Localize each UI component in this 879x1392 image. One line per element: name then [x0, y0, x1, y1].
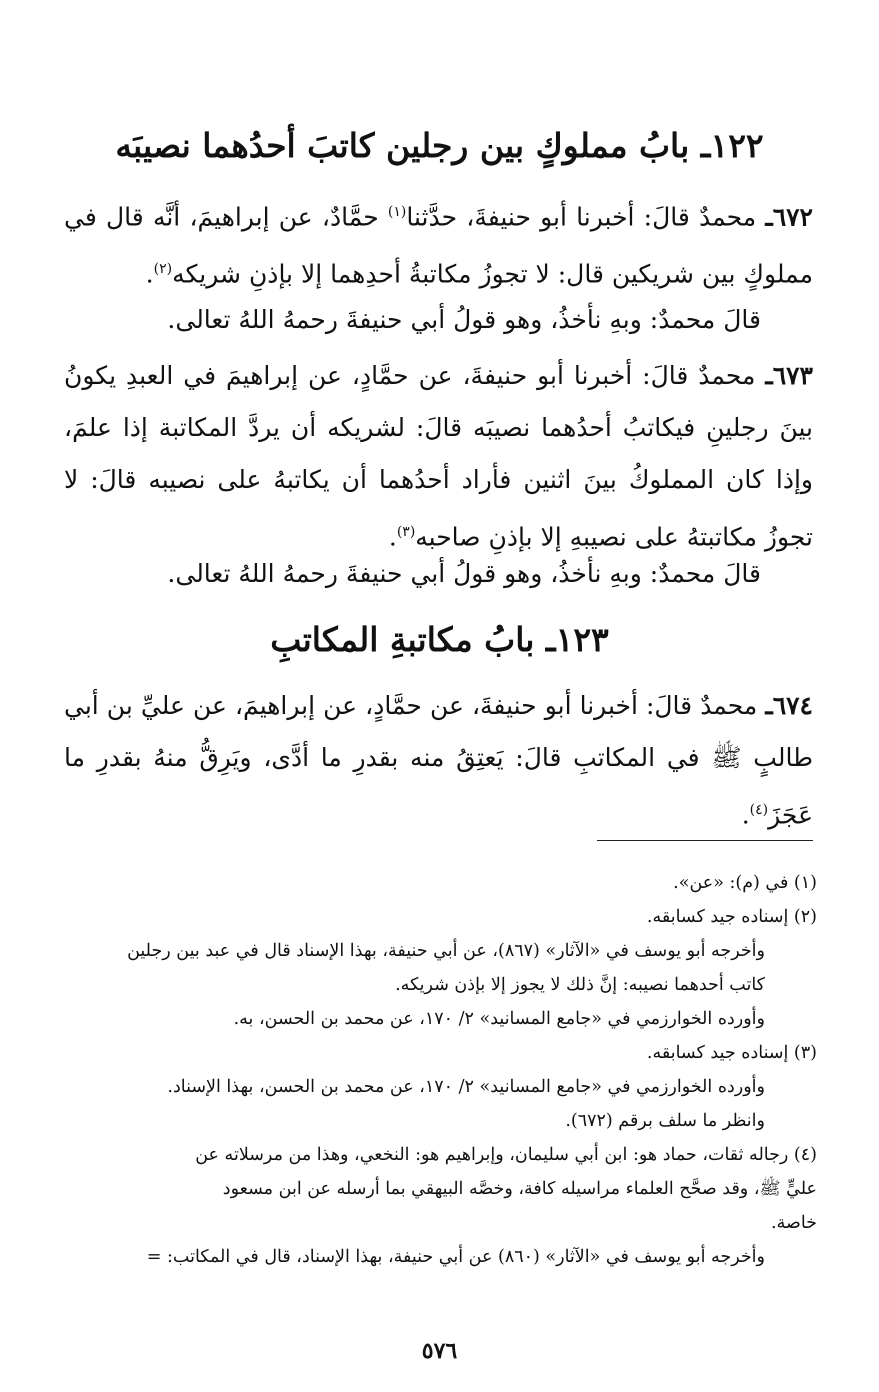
footnote-divider [597, 840, 813, 841]
footnote-marker: (٢) [153, 261, 173, 278]
footnote-line: كاتب أحدهما نصيبه: إنَّ ذلك لا يجوز إلا بإذن شريكه. [395, 975, 765, 995]
chapter-123-heading: ١٢٣ـ بابُ مكاتبةِ المكاتبِ [270, 620, 609, 659]
footnote-marker: (٤) [749, 802, 769, 818]
footnote-4 [64, 1138, 817, 1240]
footnote-3: (٣) إسناده جيد كسابقه. [646, 1043, 817, 1063]
hadith-text: محمدٌ قالَ: أخبرنا أبو حنيفةَ، عن حمَّادٍ، عن إبراهيمَ، عن عليِّ بن أبي طالبٍ ﷺ في المكاتبِ قالَ: يَعتِقُ منه بقدرِ ما أدَّى، ويَرِقُّ منهُ بقدرِ ما عَجَزَ [64, 691, 813, 830]
qawl-muhammad-1: قالَ محمدٌ: وبهِ نأخذُ، وهو قولُ أبي حنيفةَ رحمهُ اللهُ تعالى. [167, 305, 761, 334]
hadith-number: ٦٧٢ـ [765, 202, 813, 232]
page-number: ٥٧٦ [421, 1338, 458, 1364]
footnote-2-source-b: وأورده الخوارزمي في «جامع المسانيد» ٢/ ١٧٠، عن محمد بن الحسن، به. [233, 1009, 765, 1029]
hadith-end: . [145, 259, 154, 289]
footnote-1: (١) في (م): «عن». [673, 873, 817, 893]
chapter-122-heading: ١٢٢ـ بابُ مملوكٍ بين رجلين كاتبَ أحدُهما نصيبَه [115, 126, 764, 165]
hadith-674-paragraph [64, 680, 813, 841]
footnote-3-source-b: وانظر ما سلف برقم (٦٧٢). [565, 1111, 765, 1131]
hadith-673-paragraph [64, 350, 813, 563]
hadith-number: ٦٧٣ـ [765, 361, 813, 390]
footnote-marker: (٣) [396, 524, 416, 540]
footnote-marker: (١) [387, 204, 407, 220]
hadith-end: . [741, 800, 750, 830]
footnote-line: وأخرجه أبو يوسف في «الآثار» (٨٦٧)، عن أبي حنيفة، بهذا الإسناد قال في عبد بين رجلين [127, 941, 765, 961]
hadith-text: محمدٌ قالَ: أخبرنا أبو حنيفةَ، عن حمَّادٍ، عن إبراهيمَ في العبدِ يكونُ بينَ رجلينِ فيكاتبُ أحدُهما نصيبَه قالَ: لشريكه أن يردَّ المكاتبة إذا علمَ، وإذا كان المملوكُ بينَ اثنين فأراد أحدُهما أن يكاتبهُ على نصيبه قالَ: لا تجوزُ مكاتبتهُ على نصيبهِ إلا بإذنِ صاحبه [64, 361, 813, 552]
footnotes-section [64, 866, 817, 1274]
footnote-2-source-a [64, 934, 817, 1002]
footnote-line: عليٍّ ﷺ، وقد صحَّح العلماء مراسيله كافة، وخصَّه البيهقي بما أرسله عن ابن مسعود [222, 1179, 817, 1199]
hadith-number: ٦٧٤ـ [765, 691, 813, 720]
hadith-672-paragraph [64, 186, 813, 301]
hadith-text: محمدٌ قالَ: أخبرنا أبو حنيفةَ، حدَّثنا [406, 202, 766, 232]
hadith-text: حمَّادٌ، عن إبراهيمَ، أنَّه قال في مملوكٍ بين شريكين قال: لا تجوزُ مكاتبةُ أحدِهما إلا بإذنِ شريكه [64, 202, 813, 289]
hadith-end: . [388, 522, 397, 552]
footnote-2: (٢) إسناده جيد كسابقه. [646, 907, 817, 927]
qawl-muhammad-2: قالَ محمدٌ: وبهِ نأخذُ، وهو قولُ أبي حنيفةَ رحمهُ اللهُ تعالى. [167, 559, 761, 588]
footnote-4-source-a: وأخرجه أبو يوسف في «الآثار» (٨٦٠) عن أبي حنيفة، بهذا الإسناد، قال في المكاتب: = [146, 1247, 765, 1267]
footnote-line: خاصة. [771, 1213, 817, 1233]
footnote-line: (٤) رجاله ثقات، حماد هو: ابن أبي سليمان، وإبراهيم هو: النخعي، وهذا من مرسلاته عن [195, 1145, 817, 1165]
footnote-3-source-a: وأورده الخوارزمي في «جامع المسانيد» ٢/ ١٧٠، عن محمد بن الحسن، بهذا الإسناد. [167, 1077, 765, 1097]
